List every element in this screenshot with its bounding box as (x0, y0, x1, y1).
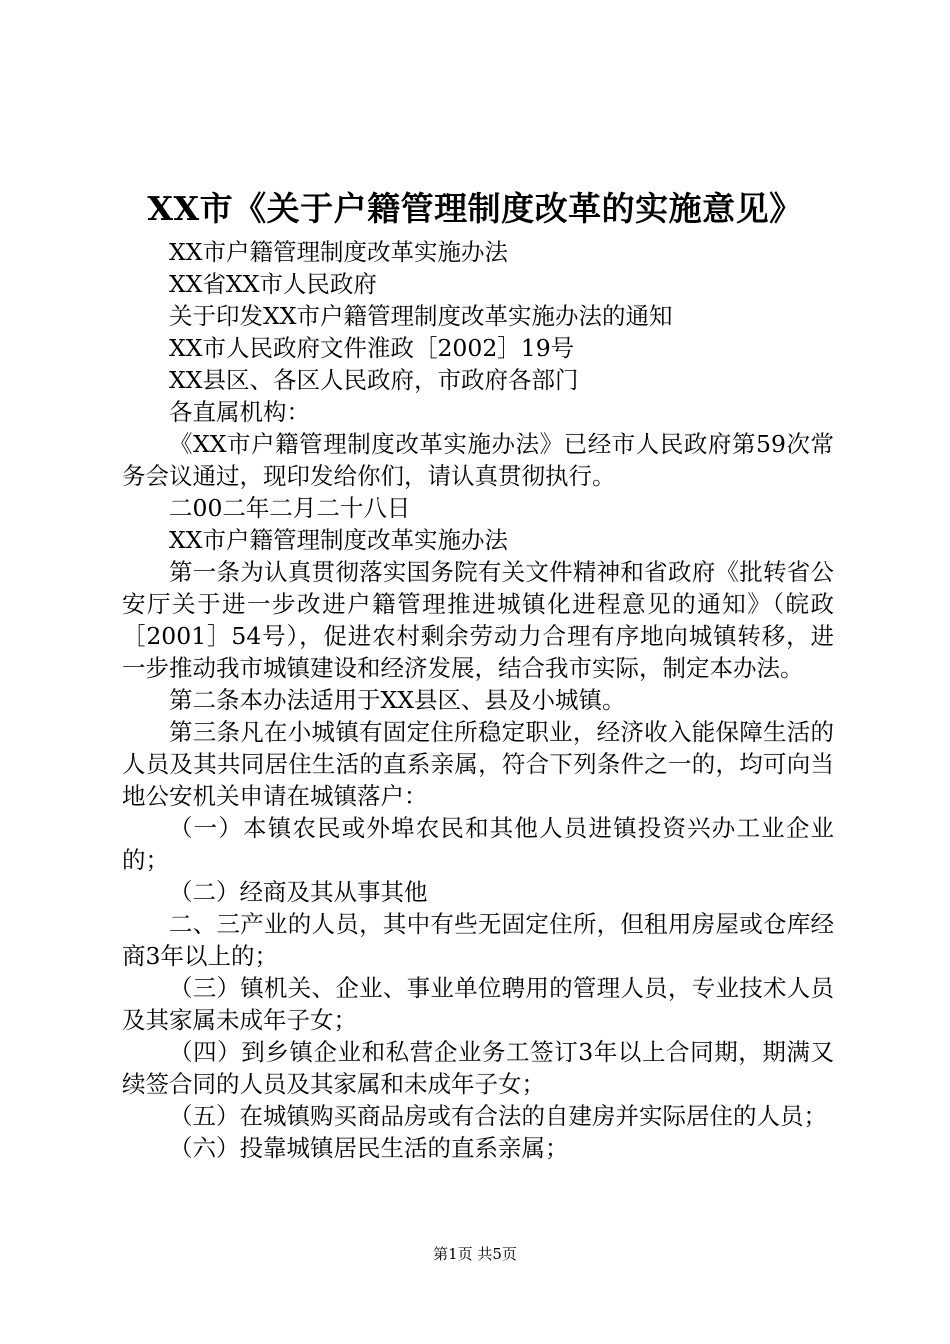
paragraph: （二）经商及其从事其他 (169, 878, 428, 906)
paragraph: 二00二年二月二十八日 (169, 494, 411, 522)
paragraph: 关于印发XX市户籍管理制度改革实施办法的通知 (169, 302, 673, 330)
paragraph: 第一条为认真贯彻落实国务院有关文件精神和省政府《批转省公安厅关于进一步改进户籍管理推进城镇化进程意见的通知》（皖政［2001］54号），促进农村剩余劳动力合理有序地向城镇转移，进一步推动我市城镇建设和经济发展，结合我市实际，制定本办法。 (122, 558, 834, 682)
page-footer: 第1页 共5页 (433, 1245, 517, 1263)
paragraph: 第二条本办法适用于XX县区、县及小城镇。 (169, 686, 626, 714)
paragraph: 《XX市户籍管理制度改革实施办法》已经市人民政府第59次常务会议通过，现印发给你们，请认真贯彻执行。 (122, 430, 834, 490)
paragraph: XX市户籍管理制度改革实施办法 (169, 238, 508, 266)
paragraph: （四）到乡镇企业和私营企业务工签订3年以上合同期，期满又续签合同的人员及其家属和未成年子女； (122, 1038, 834, 1098)
paragraph: XX市人民政府文件淮政［2002］19号 (169, 334, 575, 362)
paragraph: XX市户籍管理制度改革实施办法 (169, 526, 508, 554)
paragraph: （三）镇机关、企业、事业单位聘用的管理人员，专业技术人员及其家属未成年子女； (122, 974, 834, 1034)
document-title: XX市《关于户籍管理制度改革的实施意见》 (147, 189, 803, 228)
paragraph: 二、三产业的人员，其中有些无固定住所，但租用房屋或仓库经商3年以上的； (122, 910, 834, 970)
paragraph: XX县区、各区人民政府，市政府各部门 (169, 366, 579, 394)
paragraph: XX省XX市人民政府 (169, 270, 377, 298)
paragraph: 各直属机构： (169, 398, 310, 426)
paragraph: （五）在城镇购买商品房或有合法的自建房并实际居住的人员； (169, 1102, 827, 1130)
paragraph: 第三条凡在小城镇有固定住所稳定职业，经济收入能保障生活的人员及其共同居住生活的直系亲属，符合下列条件之一的，均可向当地公安机关申请在城镇落户： (122, 718, 834, 810)
document-body (122, 236, 834, 1164)
paragraph: （一）本镇农民或外埠农民和其他人员进镇投资兴办工业企业的； (122, 814, 834, 874)
paragraph: （六）投靠城镇居民生活的直系亲属； (169, 1134, 569, 1162)
